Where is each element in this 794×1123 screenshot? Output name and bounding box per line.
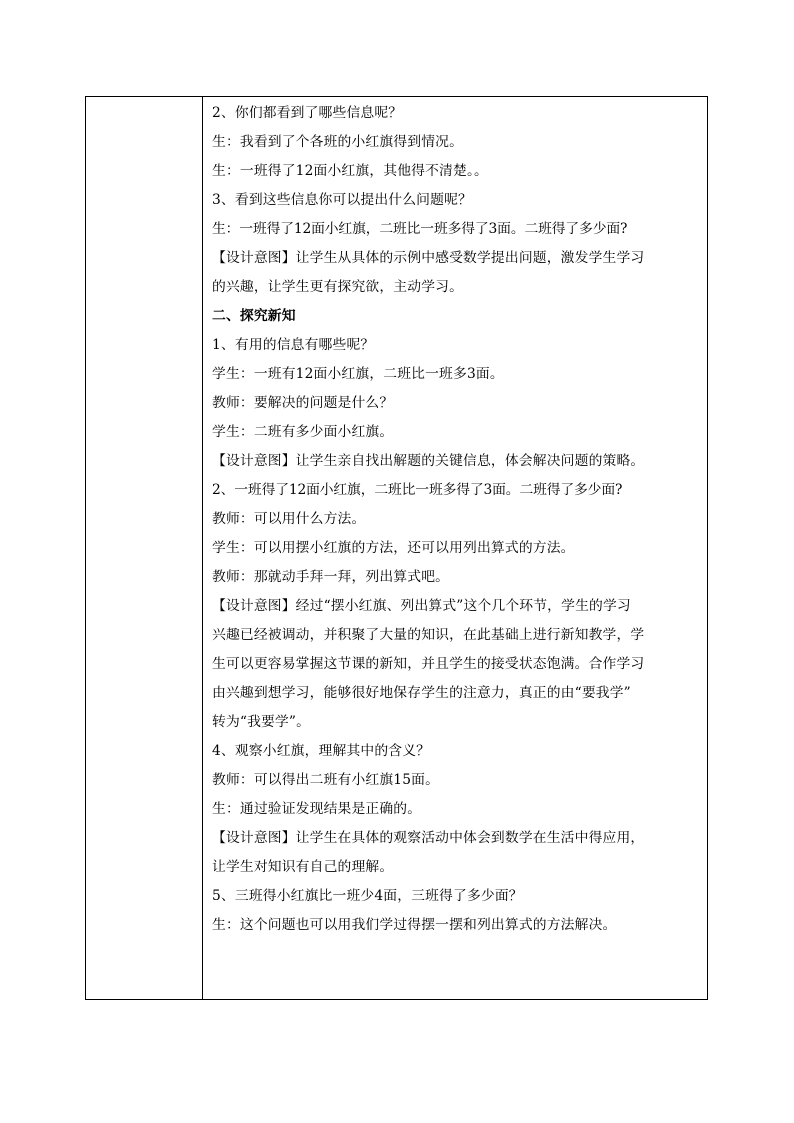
- question-4-line: 4、观察小红旗，理解其中的含义？: [212, 743, 431, 759]
- student-answer-line: 学生：可以用摆小红旗的方法，还可以用列出算式的方法。: [212, 540, 575, 556]
- student-answer-line: 学生：二班有多少面小红旗。: [212, 424, 394, 440]
- design-intent-line: 生可以更容易掌握这节课的新知，并且学生的接受状态饱满。合作学习: [212, 656, 645, 672]
- teacher-line: 教师：要解决的问题是什么？: [212, 395, 394, 411]
- question-2b-line: 2、一班得了12面小红旗，二班比一班多得了3面。二班得了多少面?: [212, 482, 623, 498]
- student-answer-line: 学生：一班有12面小红旗，二班比一班多3面。: [212, 366, 504, 382]
- design-intent-line: 【设计意图】让学生亲自找出解题的关键信息，体会解决问题的策略。: [212, 453, 645, 469]
- design-intent-line: 【设计意图】让学生从具体的示例中感受数学提出问题，激发学生学习: [212, 250, 645, 266]
- question-2-line: 2、你们都看到了哪些信息呢？: [212, 105, 403, 121]
- question-3-line: 3、看到这些信息你可以提出什么问题呢？: [212, 192, 472, 208]
- question-1-line: 1、有用的信息有哪些呢？: [212, 337, 375, 353]
- student-answer-line: 生：一班得了12面小红旗，其他得不清楚。。: [212, 163, 488, 179]
- student-answer-line: 生：我看到了个各班的小红旗得到情况。: [212, 134, 464, 150]
- design-intent-line: 转为“我要学”。: [212, 714, 311, 730]
- design-intent-line: 由兴趣到想学习，能够很好地保存学生的注意力，真正的由“要我学”: [212, 685, 631, 701]
- table-content-cell: [203, 97, 707, 999]
- design-intent-line: 【设计意图】让学生在具体的观察活动中体会到数学在生活中得应用，: [212, 830, 645, 846]
- design-intent-line: 兴趣已经被调动，并积聚了大量的知识，在此基础上进行新知教学，学: [212, 627, 645, 643]
- student-answer-line: 生：通过验证发现结果是正确的。: [212, 801, 422, 817]
- student-answer-line: 生：这个问题也可以用我们学过得摆一摆和列出算式的方法解决。: [212, 917, 617, 933]
- lesson-table: [85, 96, 708, 1000]
- student-answer-line: 生：一班得了12面小红旗，二班比一班多得了3面。二班得了多少面?: [212, 221, 628, 237]
- teacher-line: 教师：那就动手拜一拜，列出算式吧。: [212, 569, 450, 585]
- design-intent-line: 让学生对知识有自己的理解。: [212, 859, 394, 875]
- teacher-line: 教师：可以用什么方法。: [212, 511, 366, 527]
- section-heading: 二、探究新知: [212, 308, 296, 324]
- table-left-cell: [86, 97, 203, 999]
- teacher-line: 教师：可以得出二班有小红旗15面。: [212, 772, 440, 788]
- design-intent-line: 【设计意图】经过“摆小红旗、列出算式”这个几个环节，学生的学习: [212, 598, 631, 614]
- design-intent-line: 的兴趣，让学生更有探究欲，主动学习。: [212, 279, 464, 295]
- question-5-line: 5、三班得小红旗比一班少4面，三班得了多少面？: [212, 888, 523, 904]
